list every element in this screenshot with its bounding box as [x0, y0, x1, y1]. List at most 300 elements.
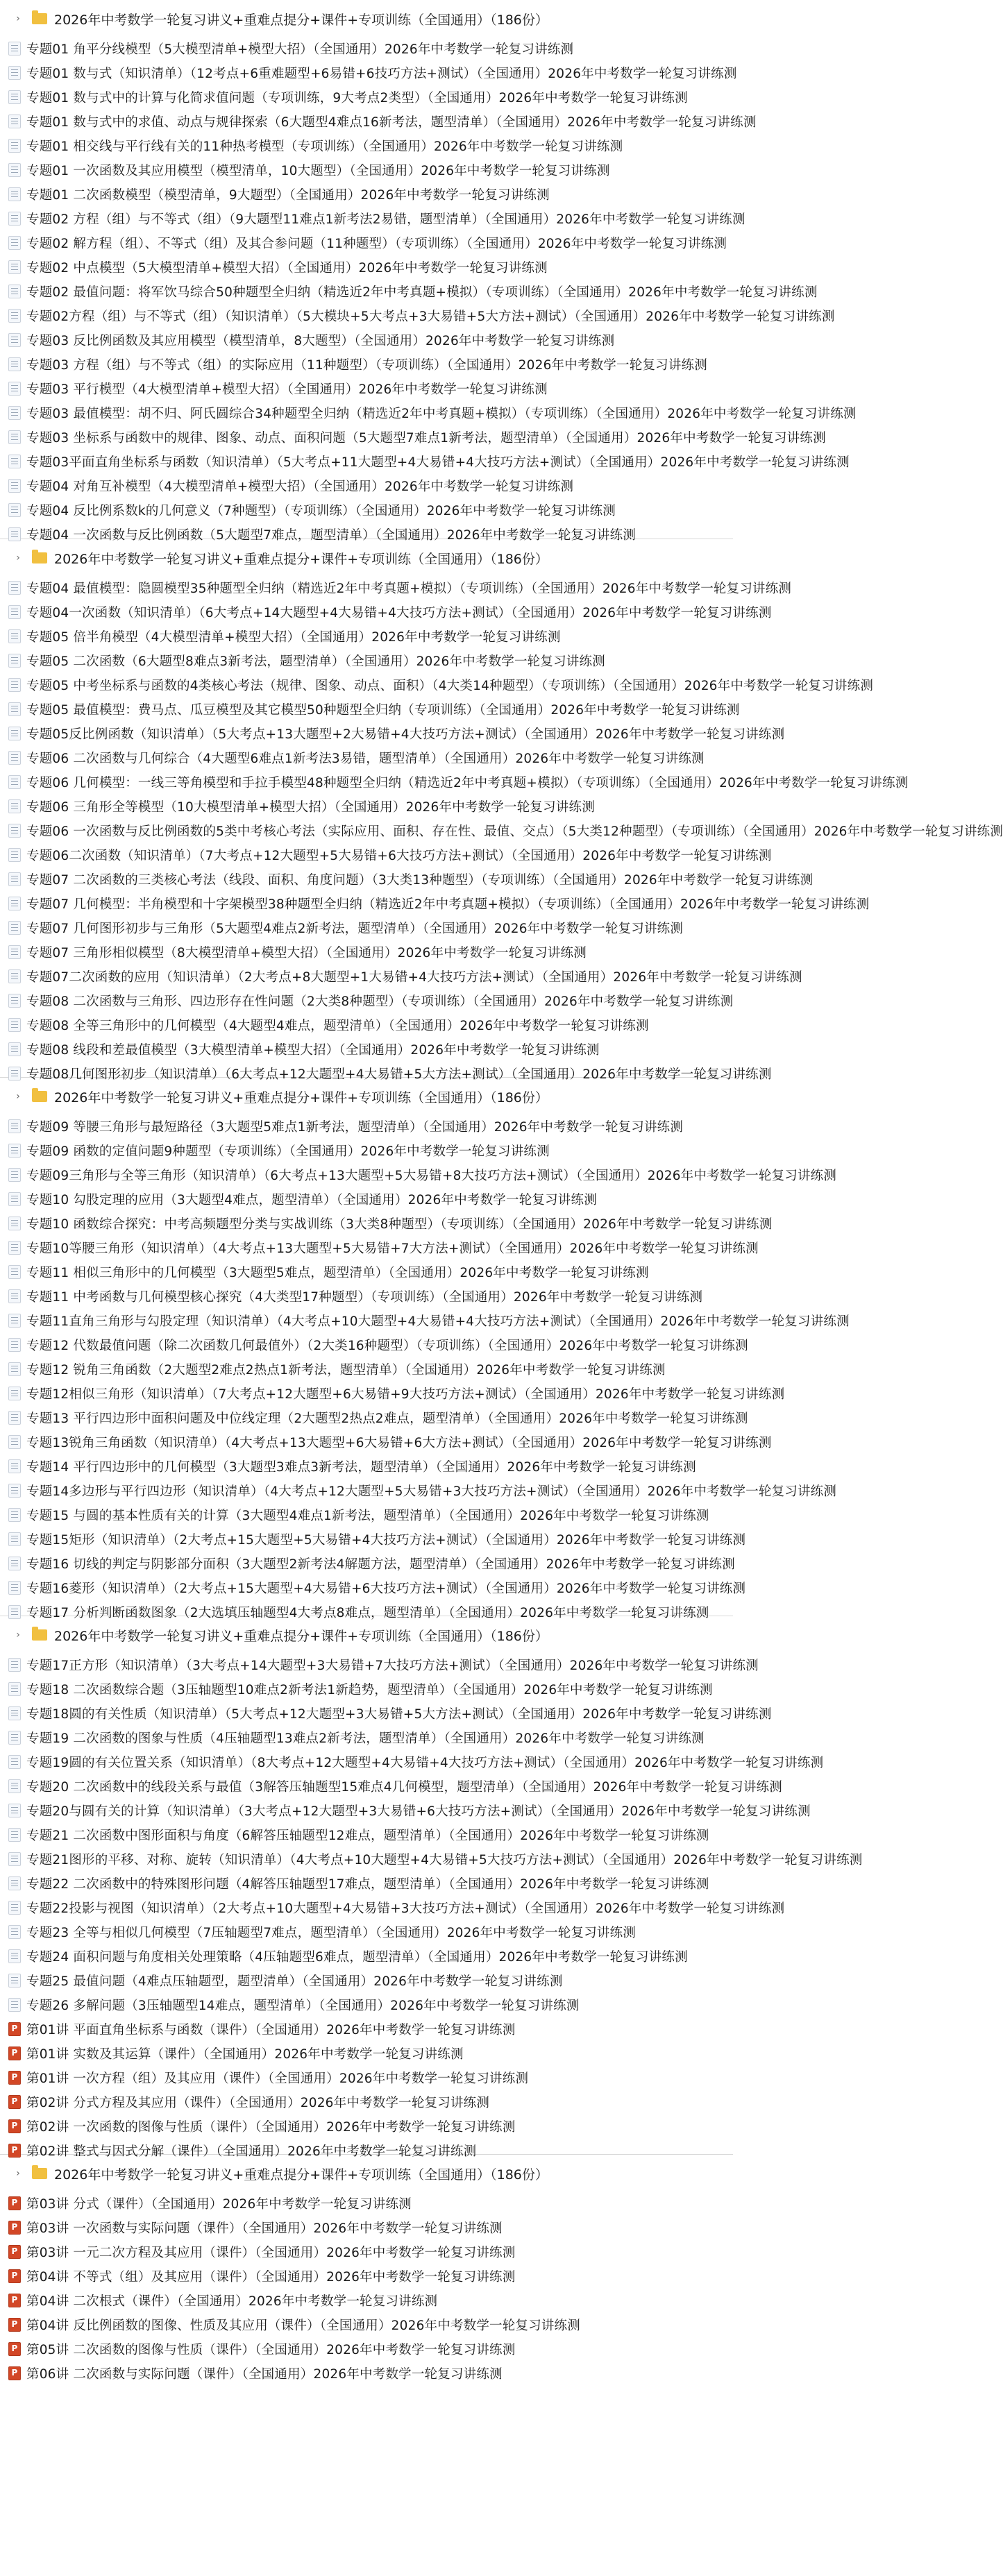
folder-header[interactable] — [0, 548, 733, 568]
file-name: 专题02方程（组）与不等式（组）（知识清单）（5大模块+5大考点+3大易错+5大方法+测试）（全国通用）2026年中考数学一轮复习讲练测 — [26, 309, 835, 324]
file-list — [0, 36, 857, 546]
file-name: 专题22投影与视图（知识清单）（2大考点+10大题型+4大易错+3大技巧方法+测试）（全国通用）2026年中考数学一轮复习讲练测 — [26, 1901, 785, 1916]
file-name: 专题12 锐角三角函数（2大题型2难点2热点1新考法，题型清单）（全国通用）2026年中考数学一轮复习讲练测 — [26, 1362, 666, 1378]
file-row[interactable] — [0, 109, 757, 133]
file-name: 专题11 相似三角形中的几何模型（3大题型5难点，题型清单）（全国通用）2026年中考数学一轮复习讲练测 — [26, 1265, 649, 1280]
file-name: 专题04 对角互补模型（4大模型清单+模型大招）（全国通用）2026年中考数学一轮复习讲练测 — [26, 479, 574, 494]
word-document-icon — [8, 527, 21, 541]
file-name: 第01讲 一次方程（组）及其应用（课件）（全国通用）2026年中考数学一轮复习讲练测 — [26, 2071, 529, 2086]
word-document-icon — [8, 1828, 21, 1842]
file-row[interactable] — [0, 1138, 733, 1162]
powerpoint-file-icon — [8, 2047, 21, 2060]
file-row[interactable] — [0, 2264, 733, 2288]
word-document-icon — [8, 503, 21, 517]
folder-panel — [0, 1077, 850, 1620]
file-row[interactable] — [0, 1871, 733, 1895]
file-name: 专题05 二次函数（6大题型8难点3新考法，题型清单）（全国通用）2026年中考数学一轮复习讲练测 — [26, 654, 605, 669]
file-name: 专题14 平行四边形中的几何模型（3大题型3难点3新考法，题型清单）（全国通用）2026年中考数学一轮复习讲练测 — [26, 1459, 696, 1475]
file-name: 专题10 函数综合探究：中考高频题型分类与实战训练（3大类8种题型）（专项训练）（全国通用）2026年中考数学一轮复习讲练测 — [26, 1217, 773, 1232]
file-row[interactable] — [0, 988, 733, 1012]
file-name: 第01讲 实数及其运算（课件）（全国通用）2026年中考数学一轮复习讲练测 — [26, 2047, 464, 2062]
word-document-icon — [8, 678, 21, 692]
file-name: 专题02 解方程（组）、不等式（组）及其合参问题（11种题型）（专项训练）（全国通用）2026年中考数学一轮复习讲练测 — [26, 236, 727, 251]
file-name: 专题10等腰三角形（知识清单）（4大考点+13大题型+5大易错+7大方法+测试）（全国通用）2026年中考数学一轮复习讲练测 — [26, 1241, 759, 1256]
folder-title: 2026年中考数学一轮复习讲义+重难点提分+课件+专项训练（全国通用）（186份） — [54, 12, 548, 28]
file-name: 第03讲 一次函数与实际问题（课件）（全国通用）2026年中考数学一轮复习讲练测 — [26, 2221, 503, 2236]
file-name: 专题06 一次函数与反比例函数的5类中考核心考法（实际应用、面积、存在性、最值、交点）（5大类12种题型）（专项训练）（全国通用）2026年中考数学一轮复习讲练测 — [26, 824, 1003, 839]
file-row[interactable] — [0, 400, 857, 425]
word-document-icon — [8, 751, 21, 765]
file-name: 专题17 分析判断函数图象（2大选填压轴题型4大考点8难点，题型清单）（全国通用）2026年中考数学一轮复习讲练测 — [26, 1605, 709, 1620]
word-document-icon — [8, 1265, 21, 1279]
file-row[interactable] — [0, 1725, 733, 1749]
word-document-icon — [8, 1925, 21, 1939]
file-row[interactable] — [0, 1405, 748, 1430]
file-name: 专题01 相交线与平行线有关的11种热考模型（专项训练）（全国通用）2026年中考数学一轮复习讲练测 — [26, 139, 623, 154]
file-row[interactable] — [0, 672, 874, 697]
word-document-icon — [8, 357, 21, 371]
folder-icon — [32, 13, 47, 24]
file-row[interactable] — [0, 1822, 733, 1847]
file-row[interactable] — [0, 1502, 733, 1527]
file-name: 专题13锐角三角函数（知识清单）（4大考点+13大题型+6大易错+6大方法+测试）（全国通用）2026年中考数学一轮复习讲练测 — [26, 1435, 772, 1450]
powerpoint-file-icon — [8, 2144, 21, 2158]
file-row[interactable] — [0, 2065, 733, 2090]
word-document-icon — [8, 1289, 21, 1303]
file-row[interactable] — [0, 1187, 733, 1211]
word-document-icon — [8, 1192, 21, 1206]
file-row[interactable] — [0, 1992, 733, 2017]
file-row[interactable] — [0, 352, 733, 376]
file-row[interactable] — [0, 1551, 733, 1575]
file-name: 专题15 与圆的基本性质有关的计算（3大题型4难点1新考法，题型清单）（全国通用）2026年中考数学一轮复习讲练测 — [26, 1508, 709, 1523]
word-document-icon — [8, 1168, 21, 1182]
word-document-icon — [8, 187, 21, 201]
file-row[interactable] — [0, 2312, 733, 2337]
file-row[interactable] — [0, 2191, 733, 2215]
file-row[interactable] — [0, 1235, 759, 1260]
word-document-icon — [8, 945, 21, 959]
file-name: 第04讲 反比例函数的图像、性质及其应用（课件）（全国通用）2026年中考数学一轮复习讲练测 — [26, 2318, 580, 2333]
file-name: 专题20 二次函数中的线段关系与最值（3解答压轴题型15难点4几何模型，题型清单）（全国通用）2026年中考数学一轮复习讲练测 — [26, 1779, 782, 1795]
file-row[interactable] — [0, 1037, 733, 1061]
file-name: 第03讲 一元二次方程及其应用（课件）（全国通用）2026年中考数学一轮复习讲练测 — [26, 2245, 516, 2260]
file-row[interactable] — [0, 1920, 733, 1944]
file-row[interactable] — [0, 1284, 733, 1308]
file-name: 专题03平面直角坐标系与函数（知识清单）（5大考点+11大题型+4大易错+4大技巧方法+测试）（全国通用）2026年中考数学一轮复习讲练测 — [26, 455, 850, 470]
file-name: 专题03 方程（组）与不等式（组）的实际应用（11种题型）（专项训练）（全国通用）2026年中考数学一轮复习讲练测 — [26, 357, 707, 373]
file-row[interactable] — [0, 1430, 772, 1454]
file-name: 专题07 二次函数的三类核心考法（线段、面积、角度问题）（3大类13种题型）（专项训练）（全国通用）2026年中考数学一轮复习讲练测 — [26, 872, 814, 888]
word-document-icon — [8, 309, 21, 323]
file-name: 专题08 线段和差最值模型（3大模型清单+模型大招）（全国通用）2026年中考数学一轮复习讲练测 — [26, 1042, 600, 1058]
word-document-icon — [8, 1949, 21, 1963]
word-document-icon — [8, 1508, 21, 1522]
file-name: 专题03 平行模型（4大模型清单+模型大招）（全国通用）2026年中考数学一轮复习讲练测 — [26, 382, 548, 397]
file-row[interactable] — [0, 1847, 863, 1871]
word-document-icon — [8, 115, 21, 128]
file-name: 专题06 三角形全等模型（10大模型清单+模型大招）（全国通用）2026年中考数学一轮复习讲练测 — [26, 799, 595, 815]
word-document-icon — [8, 1804, 21, 1817]
file-name: 专题08几何图形初步（知识清单）（6大考点+12大题型+4大易错+5大方法+测试）（全国通用）2026年中考数学一轮复习讲练测 — [26, 1067, 772, 1082]
word-document-icon — [8, 1876, 21, 1890]
file-row[interactable] — [0, 1774, 782, 1798]
folder-header[interactable] — [0, 8, 733, 29]
word-document-icon — [8, 382, 21, 396]
file-name: 专题09 函数的定值问题9种题型（专项训练）（全国通用）2026年中考数学一轮复习讲练测 — [26, 1144, 550, 1159]
file-row[interactable] — [0, 1749, 824, 1774]
file-row[interactable] — [0, 624, 733, 648]
file-row[interactable] — [0, 1308, 850, 1332]
word-document-icon — [8, 212, 21, 226]
folder-icon — [32, 1629, 47, 1641]
folder-title: 2026年中考数学一轮复习讲义+重难点提分+课件+专项训练（全国通用）（186份） — [54, 2167, 548, 2183]
word-document-icon — [8, 1119, 21, 1133]
file-name: 专题02 方程（组）与不等式（组）（9大题型11难点1新考法2易错，题型清单）（全国通用）2026年中考数学一轮复习讲练测 — [26, 212, 745, 227]
file-name: 专题09 等腰三角形与最短路径（3大题型5难点1新考法，题型清单）（全国通用）2026年中考数学一轮复习讲练测 — [26, 1119, 684, 1135]
file-name: 第02讲 分式方程及其应用（课件）（全国通用）2026年中考数学一轮复习讲练测 — [26, 2095, 490, 2110]
file-name: 专题08 二次函数与三角形、四边形存在性问题（2大类8种题型）（专项训练）（全国通用）2026年中考数学一轮复习讲练测 — [26, 994, 734, 1009]
word-document-icon — [8, 848, 21, 862]
file-row[interactable] — [0, 473, 733, 498]
word-document-icon — [8, 1241, 21, 1255]
file-row[interactable] — [0, 2288, 733, 2312]
file-row[interactable] — [0, 2090, 733, 2114]
word-document-icon — [8, 1852, 21, 1866]
file-row[interactable] — [0, 2337, 733, 2361]
file-name: 专题11直角三角形与勾股定理（知识清单）（4大考点+10大题型+4大易错+4大技巧方法+测试）（全国通用）2026年中考数学一轮复习讲练测 — [26, 1314, 850, 1329]
word-document-icon — [8, 1217, 21, 1230]
word-document-icon — [8, 1362, 21, 1376]
file-name: 第03讲 分式（课件）（全国通用）2026年中考数学一轮复习讲练测 — [26, 2196, 412, 2212]
file-list — [0, 2191, 733, 2385]
file-name: 专题20与圆有关的计算（知识清单）（3大考点+12大题型+3大易错+6大技巧方法+测试）（全国通用）2026年中考数学一轮复习讲练测 — [26, 1804, 811, 1819]
word-document-icon — [8, 702, 21, 716]
file-row[interactable] — [0, 2114, 733, 2138]
file-name: 专题05 最值模型：费马点、瓜豆模型及其它模型50种题型全归纳（专项训练）（全国通用）2026年中考数学一轮复习讲练测 — [26, 702, 740, 718]
word-document-icon — [8, 581, 21, 595]
word-document-icon — [8, 163, 21, 177]
file-row[interactable] — [0, 770, 909, 794]
file-row[interactable] — [0, 794, 733, 818]
chevron-right-icon[interactable]: › — [16, 2168, 20, 2179]
powerpoint-file-icon — [8, 2294, 21, 2307]
file-name: 第06讲 二次函数与实际问题（课件）（全国通用）2026年中考数学一轮复习讲练测 — [26, 2366, 503, 2382]
file-name: 专题06 几何模型：一线三等角模型和手拉手模型48种题型全归纳（精选近2年中考真题+模拟）（专项训练）（全国通用）2026年中考数学一轮复习讲练测 — [26, 775, 909, 790]
file-row[interactable] — [0, 1701, 772, 1725]
file-name: 专题11 中考函数与几何模型核心探究（4大类型17种题型）（专项训练）（全国通用）2026年中考数学一轮复习讲练测 — [26, 1289, 703, 1305]
word-document-icon — [8, 455, 21, 468]
powerpoint-file-icon — [8, 2245, 21, 2259]
file-name: 专题05 倍半角模型（4大模型清单+模型大招）（全国通用）2026年中考数学一轮复习讲练测 — [26, 629, 561, 645]
file-name: 第05讲 二次函数的图像与性质（课件）（全国通用）2026年中考数学一轮复习讲练测 — [26, 2342, 516, 2357]
file-list — [0, 1114, 850, 1624]
file-name: 第02讲 一次函数的图像与性质（课件）（全国通用）2026年中考数学一轮复习讲练测 — [26, 2119, 516, 2135]
file-row[interactable] — [0, 915, 733, 940]
folder-panel — [0, 0, 857, 543]
word-document-icon — [8, 1901, 21, 1915]
file-name: 专题18圆的有关性质（知识清单）（5大考点+12大题型+3大易错+5大方法+测试）（全国通用）2026年中考数学一轮复习讲练测 — [26, 1706, 772, 1722]
file-row[interactable] — [0, 1895, 785, 1920]
word-document-icon — [8, 605, 21, 619]
file-row[interactable] — [0, 1260, 733, 1284]
file-name: 专题23 全等与相似几何模型（7压轴题型7难点，题型清单）（全国通用）2026年中考数学一轮复习讲练测 — [26, 1925, 636, 1940]
file-name: 专题01 二次函数模型（模型清单，9大题型）（全国通用）2026年中考数学一轮复习讲练测 — [26, 187, 550, 203]
folder-panel — [0, 1616, 863, 2159]
file-name: 专题01 数与式中的计算与化简求值问题（专项训练，9大考点2类型）（全国通用）2026年中考数学一轮复习讲练测 — [26, 90, 688, 105]
file-row[interactable] — [0, 867, 814, 891]
file-row[interactable] — [0, 230, 733, 255]
file-row[interactable] — [0, 818, 1003, 842]
file-name: 专题21图形的平移、对称、旋转（知识清单）（4大考点+10大题型+4大易错+5大技巧方法+测试）（全国通用）2026年中考数学一轮复习讲练测 — [26, 1852, 863, 1867]
file-name: 专题03 反比例函数及其应用模型（模型清单，8大题型）（全国通用）2026年中考数学一轮复习讲练测 — [26, 333, 615, 348]
file-name: 专题03 坐标系与函数中的规律、图象、动点、面积问题（5大题型7难点1新考法，题型清单）（全国通用）2026年中考数学一轮复习讲练测 — [26, 430, 826, 446]
word-document-icon — [8, 479, 21, 493]
file-name: 专题09三角形与全等三角形（知识清单）（6大考点+13大题型+5大易错+8大技巧方法+测试）（全国通用）2026年中考数学一轮复习讲练测 — [26, 1168, 837, 1183]
file-name: 专题22 二次函数中的特殊图形问题（4解答压轴题型17难点，题型清单）（全国通用）2026年中考数学一轮复习讲练测 — [26, 1876, 709, 1892]
word-document-icon — [8, 1706, 21, 1720]
file-name: 专题10 勾股定理的应用（3大题型4难点，题型清单）（全国通用）2026年中考数学一轮复习讲练测 — [26, 1192, 597, 1208]
file-row[interactable] — [0, 1652, 759, 1677]
file-name: 第01讲 平面直角坐标系与函数（课件）（全国通用）2026年中考数学一轮复习讲练测 — [26, 2022, 516, 2037]
file-name: 专题04 最值模型：隐圆模型35种题型全归纳（精选近2年中考真题+模拟）（专项训练）（全国通用）2026年中考数学一轮复习讲练测 — [26, 581, 792, 596]
file-row[interactable] — [0, 1454, 733, 1478]
word-document-icon — [8, 1731, 21, 1745]
chevron-right-icon[interactable]: › — [16, 1091, 20, 1102]
word-document-icon — [8, 872, 21, 886]
file-name: 专题19 二次函数的图象与性质（4压轴题型13难点2新考法，题型清单）（全国通用）2026年中考数学一轮复习讲练测 — [26, 1731, 705, 1746]
folder-panel — [0, 2154, 733, 2576]
word-document-icon — [8, 285, 21, 298]
word-document-icon — [8, 1779, 21, 1793]
chevron-right-icon[interactable]: › — [16, 552, 20, 564]
file-row[interactable] — [0, 1944, 733, 1968]
folder-header[interactable] — [0, 1086, 733, 1107]
powerpoint-file-icon — [8, 2366, 21, 2380]
file-name: 专题19圆的有关位置关系（知识清单）（8大考点+12大题型+4大易错+4大技巧方法+测试）（全国通用）2026年中考数学一轮复习讲练测 — [26, 1755, 824, 1770]
file-row[interactable] — [0, 328, 733, 352]
file-name: 第04讲 二次根式（课件）（全国通用）2026年中考数学一轮复习讲练测 — [26, 2294, 438, 2309]
file-row[interactable] — [0, 697, 740, 721]
powerpoint-file-icon — [8, 2196, 21, 2210]
word-document-icon — [8, 629, 21, 643]
file-row[interactable] — [0, 1381, 785, 1405]
file-row[interactable] — [0, 1162, 837, 1187]
powerpoint-file-icon — [8, 2269, 21, 2283]
file-row[interactable] — [0, 964, 802, 988]
word-document-icon — [8, 1459, 21, 1473]
file-name: 专题12 代数最值问题（除二次函数几何最值外）（2大类16种题型）（专项训练）（全国通用）2026年中考数学一轮复习讲练测 — [26, 1338, 748, 1353]
file-name: 专题07 三角形相似模型（8大模型清单+模型大招）（全国通用）2026年中考数学一轮复习讲练测 — [26, 945, 587, 960]
folder-icon — [32, 1091, 47, 1102]
word-document-icon — [8, 824, 21, 838]
file-name: 专题25 最值问题（4难点压轴题型，题型清单）（全国通用）2026年中考数学一轮复习讲练测 — [26, 1974, 563, 1989]
word-document-icon — [8, 1435, 21, 1449]
powerpoint-file-icon — [8, 2022, 21, 2036]
file-row[interactable] — [0, 2361, 733, 2385]
word-document-icon — [8, 1484, 21, 1498]
chevron-right-icon[interactable]: › — [16, 1629, 20, 1641]
word-document-icon — [8, 1532, 21, 1546]
file-row[interactable] — [0, 255, 733, 279]
word-document-icon — [8, 897, 21, 910]
word-document-icon — [8, 1067, 21, 1081]
file-name: 专题03 最值模型：胡不归、阿氏圆综合34种题型全归纳（精选近2年中考真题+模拟）（专项训练）（全国通用）2026年中考数学一轮复习讲练测 — [26, 406, 857, 421]
word-document-icon — [8, 775, 21, 789]
file-row[interactable] — [0, 498, 733, 522]
word-document-icon — [8, 1042, 21, 1056]
file-row[interactable] — [0, 1061, 772, 1085]
file-row[interactable] — [0, 1677, 733, 1701]
file-row[interactable] — [0, 1114, 733, 1138]
word-document-icon — [8, 260, 21, 274]
powerpoint-file-icon — [8, 2095, 21, 2109]
file-row[interactable] — [0, 2017, 733, 2041]
file-row[interactable] — [0, 1968, 733, 1992]
file-row[interactable] — [0, 1600, 733, 1624]
file-row[interactable] — [0, 842, 772, 867]
file-name: 专题15矩形（知识清单）（2大考点+15大题型+5大易错+4大技巧方法+测试）（全国通用）2026年中考数学一轮复习讲练测 — [26, 1532, 746, 1548]
file-row[interactable] — [0, 449, 850, 473]
word-document-icon — [8, 1755, 21, 1769]
word-document-icon — [8, 994, 21, 1008]
file-row[interactable] — [0, 60, 737, 85]
file-name: 专题12相似三角形（知识清单）（7大考点+12大题型+6大易错+9大技巧方法+测试）（全国通用）2026年中考数学一轮复习讲练测 — [26, 1387, 785, 1402]
word-document-icon — [8, 969, 21, 983]
file-row[interactable] — [0, 1527, 746, 1551]
file-list — [0, 575, 1003, 1085]
word-document-icon — [8, 236, 21, 250]
word-document-icon — [8, 1974, 21, 1988]
file-name: 专题18 二次函数综合题（3压轴题型10难点2新考法1新趋势，题型清单）（全国通用）2026年中考数学一轮复习讲练测 — [26, 1682, 713, 1697]
file-name: 专题17正方形（知识清单）（3大考点+14大题型+3大易错+7大技巧方法+测试）（全国通用）2026年中考数学一轮复习讲练测 — [26, 1658, 759, 1673]
word-document-icon — [8, 1581, 21, 1595]
word-document-icon — [8, 42, 21, 56]
file-row[interactable] — [0, 745, 733, 770]
word-document-icon — [8, 654, 21, 668]
file-name: 专题16菱形（知识清单）（2大考点+15大题型+4大易错+6大技巧方法+测试）（全国通用）2026年中考数学一轮复习讲练测 — [26, 1581, 746, 1596]
file-name: 第02讲 整式与因式分解（课件）（全国通用）2026年中考数学一轮复习讲练测 — [26, 2144, 477, 2159]
file-row[interactable] — [0, 1211, 773, 1235]
word-document-icon — [8, 1998, 21, 2012]
file-row[interactable] — [0, 1478, 837, 1502]
word-document-icon — [8, 139, 21, 153]
word-document-icon — [8, 799, 21, 813]
file-list — [0, 1652, 863, 2162]
file-name: 专题24 面积问题与角度相关处理策略（4压轴题型6难点，题型清单）（全国通用）2026年中考数学一轮复习讲练测 — [26, 1949, 688, 1965]
file-name: 专题01 数与式（知识清单）（12考点+6重难题型+6易错+6技巧方法+测试）（全国通用）2026年中考数学一轮复习讲练测 — [26, 66, 737, 81]
file-name: 专题08 全等三角形中的几何模型（4大题型4难点，题型清单）（全国通用）2026年中考数学一轮复习讲练测 — [26, 1018, 649, 1033]
file-row[interactable] — [0, 600, 772, 624]
file-name: 专题04 反比例系数k的几何意义（7种题型）（专项训练）（全国通用）2026年中考数学一轮复习讲练测 — [26, 503, 616, 518]
file-row[interactable] — [0, 1575, 746, 1600]
folder-header[interactable] — [0, 2163, 733, 2184]
file-row[interactable] — [0, 1332, 748, 1357]
chevron-right-icon[interactable]: › — [16, 13, 20, 24]
word-document-icon — [8, 90, 21, 104]
file-row[interactable] — [0, 279, 818, 303]
word-document-icon — [8, 1658, 21, 1672]
folder-title: 2026年中考数学一轮复习讲义+重难点提分+课件+专项训练（全国通用）（186份） — [54, 1628, 548, 1644]
folder-title: 2026年中考数学一轮复习讲义+重难点提分+课件+专项训练（全国通用）（186份） — [54, 551, 548, 567]
word-document-icon — [8, 406, 21, 420]
file-name: 专题04 一次函数与反比例函数（5大题型7难点，题型清单）（全国通用）2026年中考数学一轮复习讲练测 — [26, 527, 636, 543]
file-row[interactable] — [0, 940, 733, 964]
file-row[interactable] — [0, 425, 826, 449]
file-row[interactable] — [0, 2041, 733, 2065]
word-document-icon — [8, 1605, 21, 1619]
word-document-icon — [8, 1144, 21, 1158]
folder-icon — [32, 2168, 47, 2179]
file-name: 专题02 中点模型（5大模型清单+模型大招）（全国通用）2026年中考数学一轮复习讲练测 — [26, 260, 548, 276]
file-row[interactable] — [0, 206, 745, 230]
file-name: 专题07 几何图形初步与三角形（5大题型4难点2新考法，题型清单）（全国通用）2026年中考数学一轮复习讲练测 — [26, 921, 684, 936]
file-row[interactable] — [0, 36, 733, 60]
file-name: 专题05 中考坐标系与函数的4类核心考法（规律、图象、动点、面积）（4大类14种题型）（专项训练）（全国通用）2026年中考数学一轮复习讲练测 — [26, 678, 874, 693]
powerpoint-file-icon — [8, 2221, 21, 2235]
word-document-icon — [8, 1387, 21, 1400]
word-document-icon — [8, 1557, 21, 1570]
word-document-icon — [8, 1018, 21, 1032]
file-name: 专题06 二次函数与几何综合（4大题型6难点1新考法3易错，题型清单）（全国通用）2026年中考数学一轮复习讲练测 — [26, 751, 705, 766]
word-document-icon — [8, 1411, 21, 1425]
file-name: 专题13 平行四边形中面积问题及中位线定理（2大题型2热点2难点，题型清单）（全国通用）2026年中考数学一轮复习讲练测 — [26, 1411, 748, 1426]
file-name: 专题16 切线的判定与阴影部分面积（3大题型2新考法4解题方法，题型清单）（全国通用）2026年中考数学一轮复习讲练测 — [26, 1557, 735, 1572]
file-row[interactable] — [0, 575, 792, 600]
folder-panel — [0, 539, 1003, 1082]
word-document-icon — [8, 1682, 21, 1696]
file-row[interactable] — [0, 721, 785, 745]
folder-header[interactable] — [0, 1625, 733, 1645]
file-row[interactable] — [0, 376, 733, 400]
file-name: 专题05反比例函数（知识清单）（5大考点+13大题型+2大易错+4大技巧方法+测试）（全国通用）2026年中考数学一轮复习讲练测 — [26, 727, 785, 742]
word-document-icon — [8, 1314, 21, 1328]
file-row[interactable] — [0, 648, 733, 672]
powerpoint-file-icon — [8, 2119, 21, 2133]
file-row[interactable] — [0, 1357, 733, 1381]
file-name: 专题01 角平分线模型（5大模型清单+模型大招）（全国通用）2026年中考数学一轮复习讲练测 — [26, 42, 574, 57]
file-name: 专题26 多解问题（3压轴题型14难点，题型清单）（全国通用）2026年中考数学一轮复习讲练测 — [26, 1998, 580, 2013]
file-row[interactable] — [0, 303, 835, 328]
file-row[interactable] — [0, 2239, 733, 2264]
file-row[interactable] — [0, 522, 733, 546]
word-document-icon — [8, 727, 21, 740]
file-name: 专题02 最值问题：将军饮马综合50种题型全归纳（精选近2年中考真题+模拟）（专项训练）（全国通用）2026年中考数学一轮复习讲练测 — [26, 285, 818, 300]
folder-title: 2026年中考数学一轮复习讲义+重难点提分+课件+专项训练（全国通用）（186份） — [54, 1090, 548, 1105]
word-document-icon — [8, 921, 21, 935]
folder-icon — [32, 552, 47, 564]
file-row[interactable] — [0, 2215, 733, 2239]
file-row[interactable] — [0, 85, 733, 109]
file-name: 专题07 几何模型：半角模型和十字架模型38种题型全归纳（精选近2年中考真题+模拟）（专项训练）（全国通用）2026年中考数学一轮复习讲练测 — [26, 897, 870, 912]
file-name: 专题14多边形与平行四边形（知识清单）（4大考点+12大题型+5大易错+3大技巧方法+测试）（全国通用）2026年中考数学一轮复习讲练测 — [26, 1484, 837, 1499]
file-name: 专题01 一次函数及其应用模型（模型清单，10大题型）（全国通用）2026年中考数学一轮复习讲练测 — [26, 163, 610, 178]
file-name: 专题07二次函数的应用（知识清单）（2大考点+8大题型+1大易错+4大技巧方法+测试）（全国通用）2026年中考数学一轮复习讲练测 — [26, 969, 802, 985]
file-row[interactable] — [0, 891, 870, 915]
file-name: 专题06二次函数（知识清单）（7大考点+12大题型+5大易错+6大技巧方法+测试）（全国通用）2026年中考数学一轮复习讲练测 — [26, 848, 772, 863]
file-row[interactable] — [0, 182, 733, 206]
file-name: 专题04一次函数（知识清单）（6大考点+14大题型+4大易错+4大技巧方法+测试）（全国通用）2026年中考数学一轮复习讲练测 — [26, 605, 772, 620]
file-row[interactable] — [0, 133, 733, 158]
file-row[interactable] — [0, 1798, 811, 1822]
file-row[interactable] — [0, 1012, 733, 1037]
powerpoint-file-icon — [8, 2071, 21, 2085]
powerpoint-file-icon — [8, 2342, 21, 2356]
word-document-icon — [8, 333, 21, 347]
powerpoint-file-icon — [8, 2318, 21, 2332]
file-name: 专题21 二次函数中图形面积与角度（6解答压轴题型12难点，题型清单）（全国通用）2026年中考数学一轮复习讲练测 — [26, 1828, 709, 1843]
file-row[interactable] — [0, 158, 733, 182]
